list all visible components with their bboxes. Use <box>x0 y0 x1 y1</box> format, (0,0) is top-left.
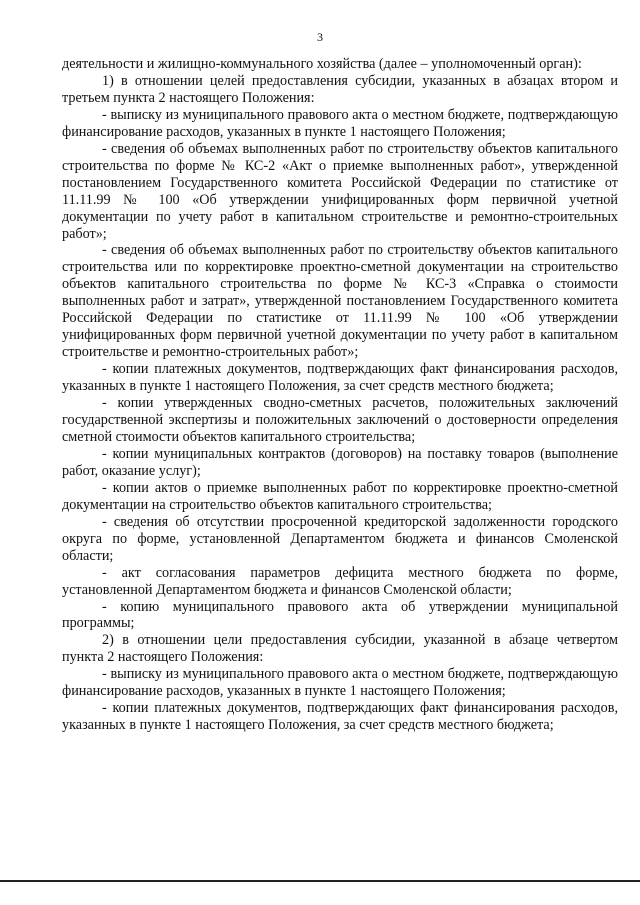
list-item: - выписку из муниципального правового акта о местном бюджете, подтверждающую финансирование расходов, указанных в пункте 1 настоящего Положения; <box>62 106 618 140</box>
paragraph: деятельности и жилищно-коммунального хозяйства (далее – уполномоченный орган): <box>62 56 582 72</box>
list-item: - копии актов о приемке выполненных работ по корректировке проектно-сметной документации на строительство объектов капитального строительства; <box>62 479 618 513</box>
list-item: - акт согласования параметров дефицита местного бюджета по форме, установленной Департаментом бюджета и финансов Смоленской области; <box>62 564 618 598</box>
list-item: - копии утвержденных сводно-сметных расчетов, положительных заключений государственной экспертизы и положительных заключений о достоверности определения сметной стоимости объектов капитального строительства; <box>62 395 618 445</box>
page-number: 3 <box>317 30 323 44</box>
list-item: - копии платежных документов, подтверждающих факт финансирования расходов, указанных в пункте 1 настоящего Положения, за счет средств местного бюджета; <box>62 361 618 395</box>
list-item: - сведения об объемах выполненных работ по строительству объектов капитального строительства по форме № КС-2 «Акт о приемке выполненных работ», утвержденной постановлением Государственного комитета Российской Федерации по статистике от 11.11.99 № 100 «Об утверждении унифицированных форм первичной учетной документации по учету работ в капитальном строительстве и ремонтно-строительных работ»; <box>62 140 618 242</box>
list-item: - выписку из муниципального правового акта о местном бюджете, подтверждающую финансирование расходов, указанных в пункте 1 настоящего Положения; <box>62 666 618 700</box>
paragraph: 1) в отношении целей предоставления субсидии, указанных в абзацах втором и третьем пункта 2 настоящего Положения: <box>62 72 618 106</box>
document-body <box>62 56 618 734</box>
list-item: - копии платежных документов, подтверждающих факт финансирования расходов, указанных в пункте 1 настоящего Положения, за счет средств местного бюджета; <box>62 700 618 734</box>
list-item: - копии муниципальных контрактов (договоров) на поставку товаров (выполнение работ, оказание услуг); <box>62 445 618 479</box>
list-item: - сведения об отсутствии просроченной кредиторской задолженности городского округа по форме, установленной Департаментом бюджета и финансов Смоленской области; <box>62 513 618 564</box>
footer-rule <box>0 880 640 882</box>
paragraph: 2) в отношении цели предоставления субсидии, указанной в абзаце четвертом пункта 2 настоящего Положения: <box>62 632 618 666</box>
list-item: - сведения об объемах выполненных работ по строительству объектов капитального строительства или по корректировке проектно-сметной документации на строительство объектов капитального строительства по форме № КС-3 «Справка о стоимости выполненных работ и затрат», утвержденной постановлением Государственного комитета Российской Федерации по статистике от 11.11.99 № 100 «Об утверждении унифицированных форм первичной учетной документации по учету работ в капитальном строительстве и ремонтно-строительных работ»; <box>62 242 618 361</box>
list-item: - копию муниципального правового акта об утверждении муниципальной программы; <box>62 598 618 632</box>
